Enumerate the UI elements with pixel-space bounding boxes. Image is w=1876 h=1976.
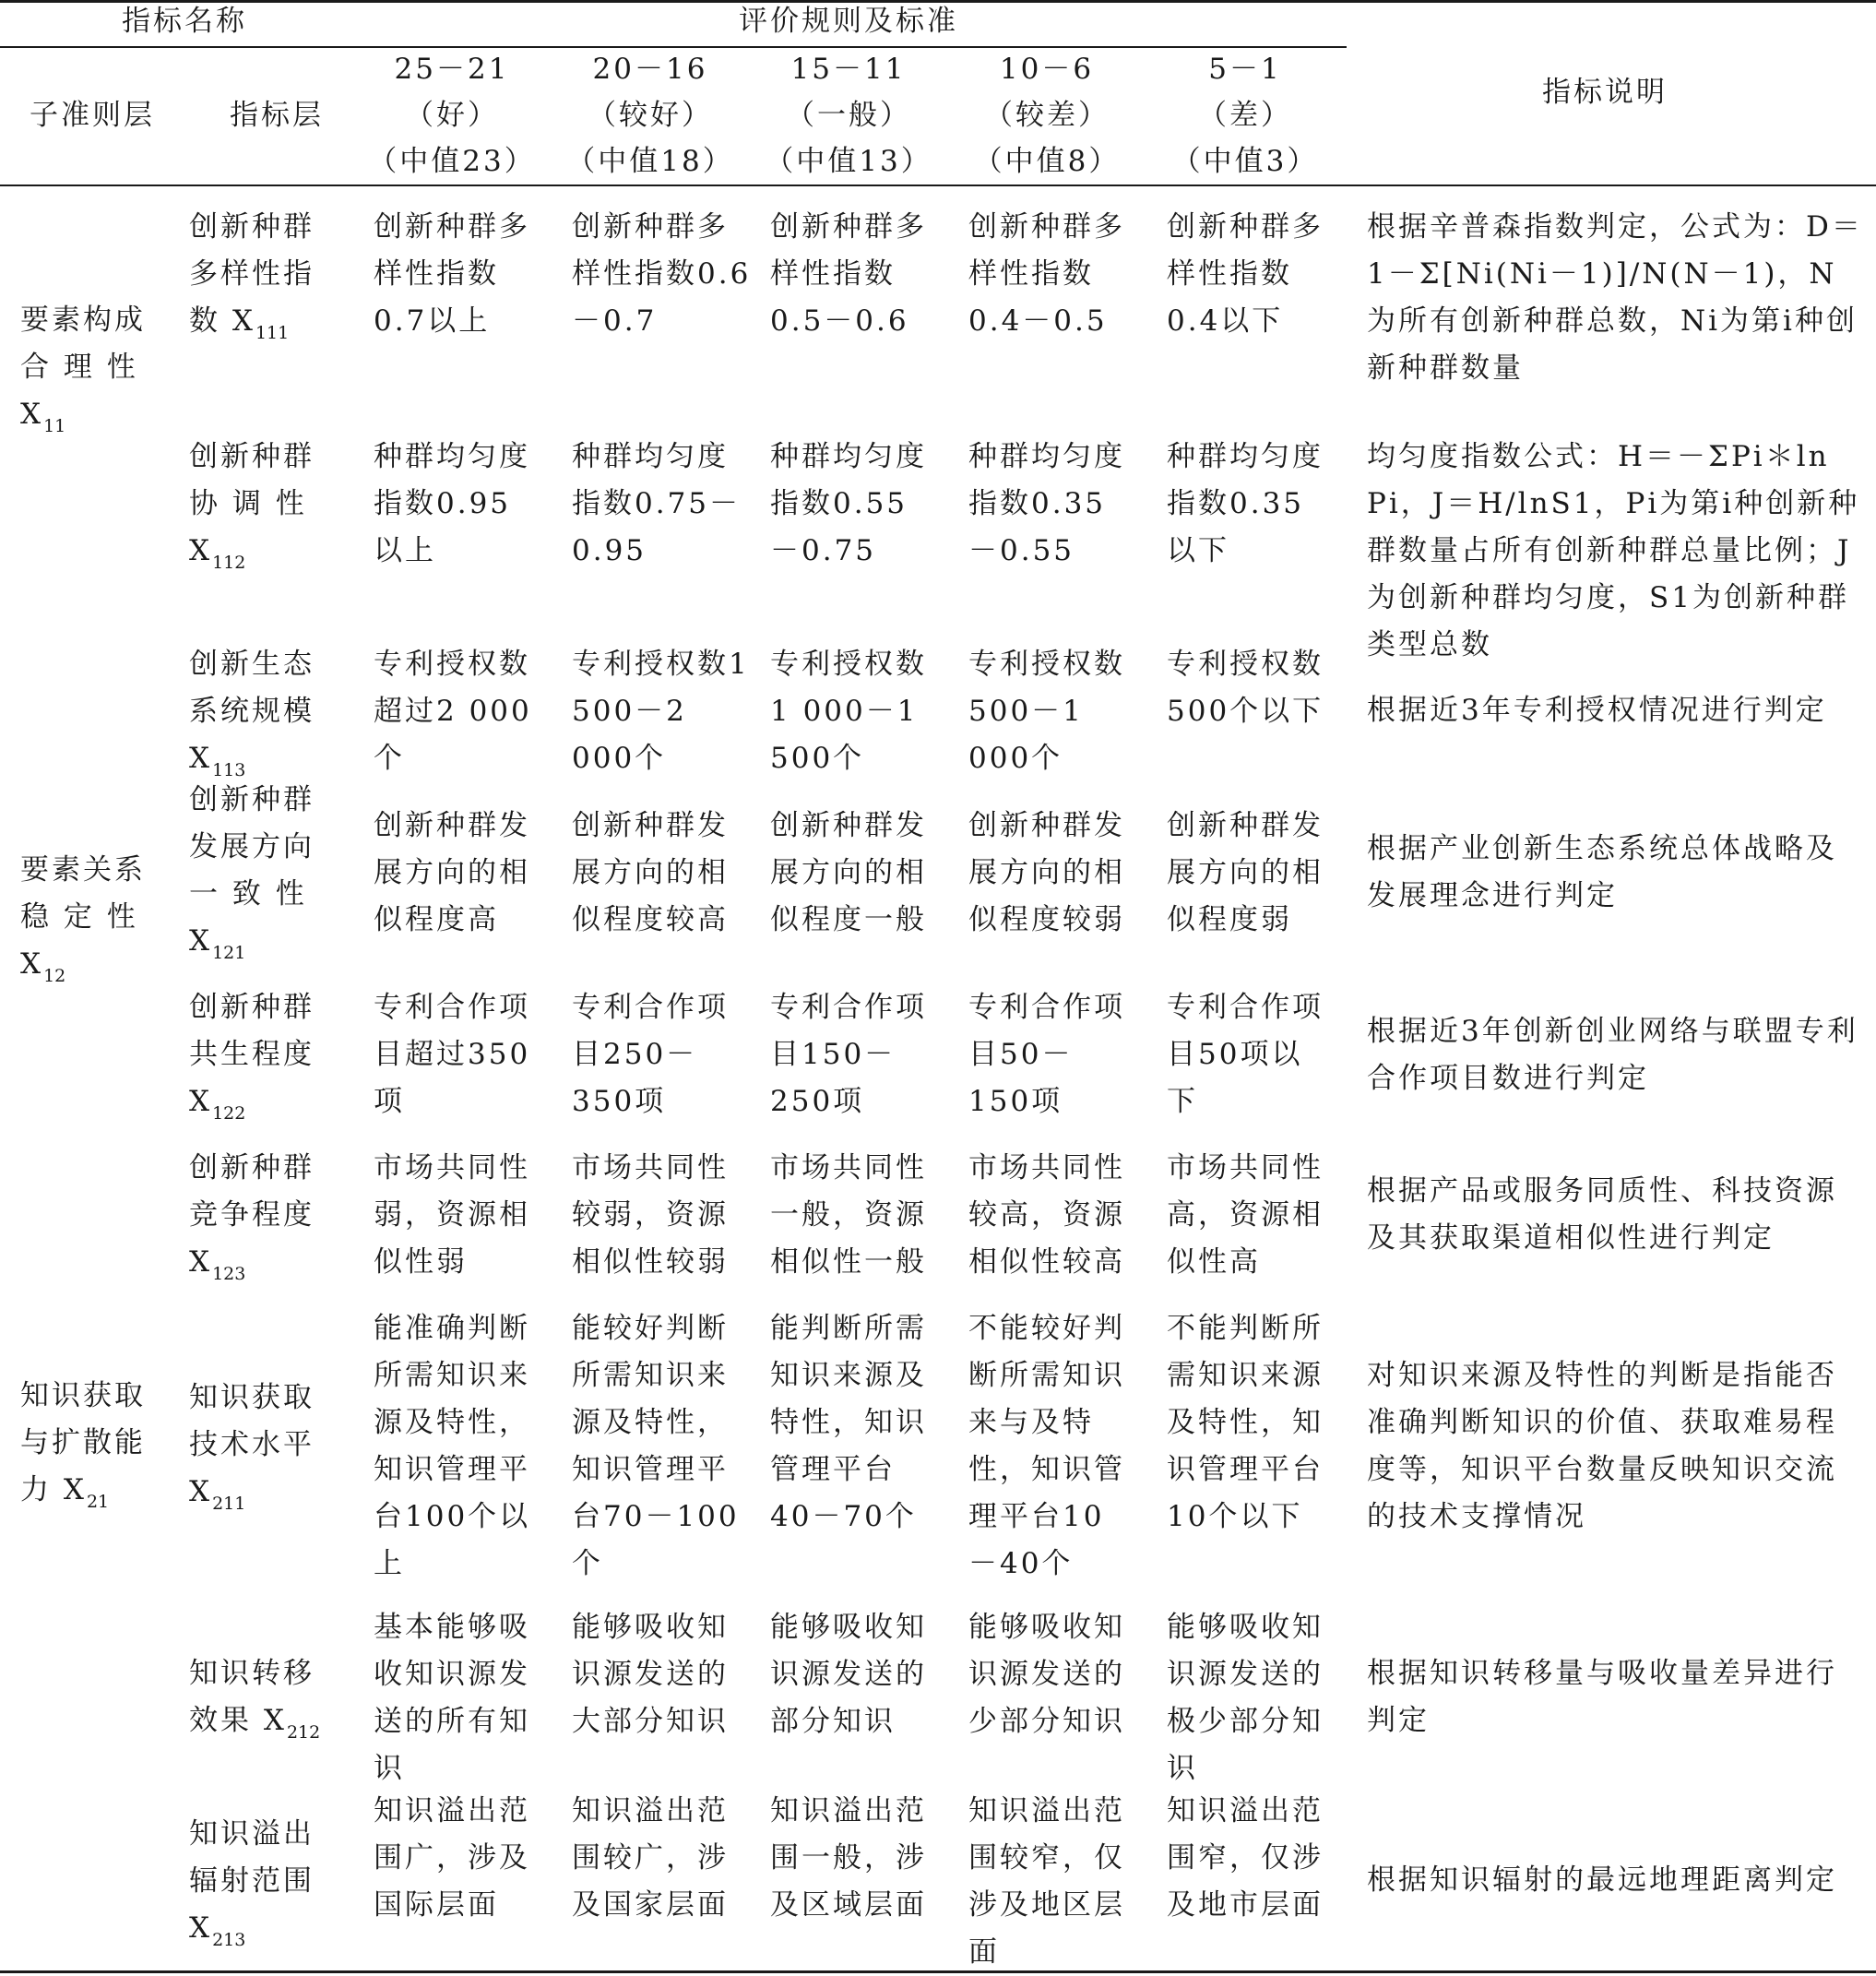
grade-mid: （中值18） — [566, 145, 734, 178]
grade-range: 10－6 — [999, 53, 1095, 86]
grade-cell: 市场共同性高，资源相似性高 — [1167, 1151, 1324, 1279]
grade-cell: 创新种群发展方向的相似程度一般 — [770, 809, 927, 936]
indicator-label — [189, 1650, 341, 1748]
indicator-code: X — [189, 1245, 213, 1279]
grade-mid: （中值3） — [1171, 145, 1319, 178]
header-indicator-desc: 指标说明 — [1542, 76, 1668, 109]
grade-cell: 创新种群多样性指数0.5－0.6 — [770, 210, 927, 338]
indicator-name: 知识转移效果 — [189, 1657, 315, 1737]
indicator-code-sub: 122 — [212, 1103, 246, 1124]
grade-cell: 专利授权数500个以下 — [1167, 648, 1324, 728]
grade-cell: 专利授权数1 000－1 500个 — [770, 648, 931, 775]
indicator-code: X — [189, 924, 213, 958]
indicator-name: 知识溢出辐射范围 — [189, 1817, 315, 1898]
grade-cell: 创新种群发展方向的相似程度较高 — [572, 809, 729, 936]
indicator-code-sub: 112 — [212, 553, 246, 573]
group-name: 要素构成合 理 性 — [20, 304, 146, 384]
indicator-name: 创新种群多样性指数 — [189, 210, 315, 338]
desc-cell: 根据产业创新生态系统总体战略及发展理念进行判定 — [1367, 832, 1837, 912]
grade-cell: 专利合作项目250－350项 — [572, 991, 729, 1118]
grade-cell: 种群均匀度指数0.35－0.55 — [968, 440, 1125, 567]
grade-cell: 市场共同性较高，资源相似性较高 — [968, 1151, 1125, 1279]
grade-cell: 创新种群多样性指数0.7以上 — [374, 210, 530, 338]
header-indicator-name: 指标名称 — [122, 5, 247, 38]
grade-cell: 专利合作项目超过350项 — [374, 991, 531, 1118]
grade-cell: 能够吸收知识源发送的部分知识 — [770, 1611, 927, 1738]
group-code: X — [63, 1473, 87, 1506]
grade-range: 25－21 — [394, 53, 510, 86]
desc-cell: 根据辛普森指数判定，公式为：D＝1－Σ[Ni(Ni－1)]/N(N－1)，N为所有创新种群总数，Ni为第i种创新种群数量 — [1367, 210, 1863, 385]
indicator-code-sub: 211 — [212, 1494, 246, 1514]
grade-range: 5－1 — [1208, 53, 1282, 86]
grade-cell: 专利授权数1 500－2 000个 — [572, 648, 762, 775]
header-eval-rules: 评价规则及标准 — [739, 5, 958, 38]
indicator-code-sub: 121 — [212, 943, 246, 963]
grade-cell: 专利授权数500－1 000个 — [968, 648, 1125, 775]
indicator-code: X — [232, 304, 255, 338]
group-label — [20, 1373, 168, 1518]
group-code: X — [20, 398, 44, 431]
grade-cell: 创新种群多样性指数0.6－0.7 — [572, 210, 752, 338]
grade-mid: （中值13） — [765, 145, 932, 178]
grade-cell: 市场共同性弱，资源相似性弱 — [374, 1151, 530, 1279]
desc-cell: 根据近3年创新创业网络与联盟专利合作项目数进行判定 — [1367, 1015, 1858, 1095]
grade-cell: 能较好判断所需知识来源及特性，知识管理平台70－100个 — [572, 1312, 740, 1580]
grade-cell: 基本能够吸收知识源发送的所有知识 — [374, 1611, 530, 1785]
grade-cell: 专利合作项目150－250项 — [770, 991, 927, 1118]
desc-cell: 均匀度指数公式：H＝－ΣPi＊ln Pi，J＝H/lnS1，Pi为第i种创新种群数量占所有创新种群总量比例；J为创新种群均匀度，S1为创新种群类型总数 — [1367, 440, 1860, 661]
grade-cell: 知识溢出范围一般，涉及区域层面 — [770, 1794, 927, 1922]
indicator-code-sub: 113 — [212, 760, 246, 780]
indicator-code: X — [263, 1704, 287, 1737]
indicator-label — [189, 777, 341, 969]
grade-cell: 知识溢出范围窄，仅涉及地市层面 — [1167, 1794, 1324, 1922]
indicator-name: 创新种群共生程度 — [189, 991, 315, 1071]
indicator-code-sub: 111 — [255, 323, 290, 343]
grade-cell: 能够吸收知识源发送的少部分知识 — [968, 1611, 1125, 1738]
grade-cell: 创新种群发展方向的相似程度较弱 — [968, 809, 1125, 936]
grade-cell: 种群均匀度指数0.55－0.75 — [770, 440, 927, 567]
indicator-name: 创新种群竞争程度 — [189, 1151, 315, 1232]
indicator-label — [189, 984, 341, 1129]
grade-range: 15－11 — [790, 53, 907, 86]
indicator-code: X — [189, 742, 213, 775]
bottom-rule — [0, 1970, 1876, 1973]
desc-cell: 对知识来源及特性的判断是指能否准确判断知识的价值、获取难易程度等，知识平台数量反映知识交流的技术支撑情况 — [1367, 1359, 1837, 1533]
grade-cell: 不能判断所需知识来源及特性，知识管理平台10个以下 — [1167, 1312, 1324, 1533]
indicator-label — [189, 1811, 341, 1956]
grade-level: （差） — [1198, 99, 1292, 132]
group-label — [20, 297, 168, 442]
group-code-sub: 21 — [86, 1492, 110, 1512]
desc-cell: 根据知识转移量与吸收量差异进行判定 — [1367, 1657, 1837, 1737]
grade-cell: 知识溢出范围较窄，仅涉及地区层面 — [968, 1794, 1125, 1969]
grade-cell: 能判断所需知识来源及特性，知识管理平台40－70个 — [770, 1312, 927, 1533]
indicator-code-sub: 123 — [212, 1264, 246, 1284]
grade-mid: （中值8） — [973, 145, 1121, 178]
grade-cell: 种群均匀度指数0.95以上 — [374, 440, 530, 567]
grade-cell: 专利授权数超过2 000个 — [374, 648, 532, 775]
indicator-name: 创新生态系统规模 — [189, 648, 315, 728]
grade-cell: 专利合作项目50项以下 — [1167, 991, 1324, 1118]
indicator-code: X — [189, 534, 213, 567]
indicator-label — [189, 434, 341, 578]
grade-cell: 创新种群多样性指数0.4－0.5 — [968, 210, 1125, 338]
grade-cell: 能够吸收知识源发送的极少部分知识 — [1167, 1611, 1324, 1785]
indicator-label — [189, 1375, 341, 1519]
grade-cell: 创新种群发展方向的相似程度弱 — [1167, 809, 1324, 936]
indicator-code: X — [189, 1911, 213, 1945]
grade-cell: 能准确判断所需知识来源及特性，知识管理平台100个以上 — [374, 1312, 531, 1580]
grade-cell: 创新种群多样性指数0.4以下 — [1167, 210, 1324, 338]
indicator-code: X — [189, 1475, 213, 1508]
grade-cell: 知识溢出范围较广，涉及国家层面 — [572, 1794, 729, 1922]
grade-cell: 能够吸收知识源发送的大部分知识 — [572, 1611, 729, 1738]
grade-cell: 创新种群发展方向的相似程度高 — [374, 809, 530, 936]
grade-level: （一般） — [786, 99, 911, 132]
grade-cell: 种群均匀度指数0.75－0.95 — [572, 440, 742, 567]
grade-cell: 市场共同性较弱，资源相似性较弱 — [572, 1151, 729, 1279]
grade-level: （较差） — [984, 99, 1110, 132]
grade-level: （较好） — [588, 99, 713, 132]
header-indicator-layer: 指标层 — [230, 99, 324, 132]
indicator-code-sub: 213 — [212, 1930, 246, 1950]
group-code-sub: 11 — [43, 416, 66, 436]
header-sub-criteria: 子准则层 — [30, 99, 155, 132]
grade-cell: 不能较好判断所需知识来与及特性，知识管理平台10－40个 — [968, 1312, 1125, 1580]
grade-cell: 种群均匀度指数0.35以下 — [1167, 440, 1324, 567]
group-name: 知识获取与扩散能力 — [20, 1379, 146, 1506]
indicator-name: 创新种群协 调 性 — [189, 440, 315, 520]
indicator-label — [189, 1145, 341, 1290]
indicator-code-sub: 212 — [286, 1722, 321, 1743]
grade-level: （好） — [405, 99, 499, 132]
desc-cell: 根据近3年专利授权情况进行判定 — [1367, 694, 1827, 727]
indicator-code: X — [189, 1085, 213, 1118]
grade-cell: 专利合作项目50－150项 — [968, 991, 1125, 1118]
grade-cell: 知识溢出范围广，涉及国际层面 — [374, 1794, 530, 1922]
group-code-sub: 12 — [43, 966, 66, 986]
indicator-name: 知识获取技术水平 — [189, 1381, 315, 1461]
group-name: 要素关系稳 定 性 — [20, 853, 146, 934]
desc-cell: 根据知识辐射的最远地理距离判定 — [1367, 1863, 1837, 1897]
grade-mid: （中值23） — [368, 145, 536, 178]
group-code: X — [20, 947, 44, 981]
indicator-name: 创新种群发展方向一 致 性 — [189, 783, 315, 911]
group-label — [20, 847, 168, 992]
grade-range: 20－16 — [592, 53, 708, 86]
grade-cell: 市场共同性一般，资源相似性一般 — [770, 1151, 927, 1279]
indicator-label — [189, 204, 341, 349]
desc-cell: 根据产品或服务同质性、科技资源及其获取渠道相似性进行判定 — [1367, 1174, 1837, 1255]
indicator-label — [189, 641, 341, 786]
